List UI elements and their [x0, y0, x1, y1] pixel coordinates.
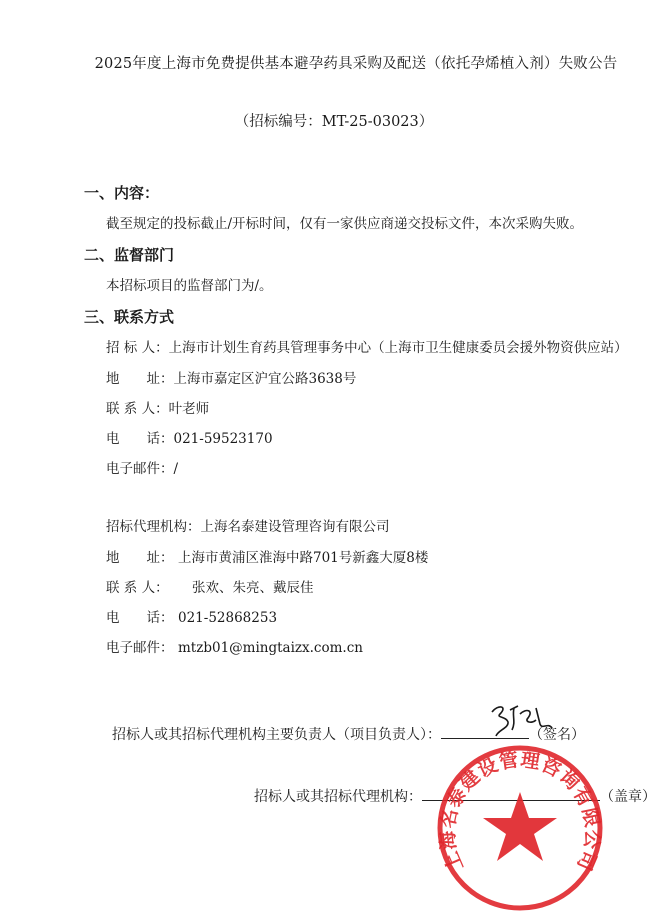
tenderer-address-label: 地 址： — [106, 371, 174, 387]
seal-star-icon — [483, 792, 557, 861]
agency-address-label: 地 址： — [106, 550, 174, 566]
tenderer-contact-row — [106, 397, 209, 417]
tenderer-phone: 021-59523170 — [173, 431, 273, 447]
notice-title: 2025年度上海市免费提供基本避孕药具采购及配送（依托孕烯植入剂）失败公告 — [94, 56, 618, 72]
agency-name-row — [106, 515, 390, 535]
supervision-text: 本招标项目的监督部门为/。 — [106, 278, 273, 294]
tenderer-name-row — [106, 336, 628, 356]
tenderer-address: 上海市嘉定区沪宜公路3638号 — [173, 371, 357, 387]
tenderer-phone-label: 电 话： — [106, 431, 174, 447]
tenderer-contact-label: 联 系 人： — [106, 401, 169, 417]
agency-email: mtzb01@mingtaizx.com.cn — [178, 640, 363, 656]
tenderer-name-label: 招 标 人： — [106, 340, 169, 356]
agency-name: 上海名泰建设管理咨询有限公司 — [200, 519, 390, 535]
agency-name-label: 招标代理机构： — [106, 519, 201, 535]
content-text: 截至规定的投标截止/开标时间，仅有一家供应商递交投标文件，本次采购失败。 — [106, 216, 584, 232]
agency-contact: 张欢、朱亮、戴辰佳 — [192, 580, 314, 596]
tenderer-email: / — [173, 461, 179, 477]
agency-phone: 021-52868253 — [178, 610, 278, 626]
section-heading-contact: 三、联系方式 — [84, 308, 175, 326]
agency-contact-row — [106, 576, 314, 596]
seal-text: 上海名泰建设管理咨询有限公司 — [436, 748, 604, 875]
seal-suffix: （盖章） — [600, 789, 656, 805]
handwritten-signature — [488, 700, 558, 740]
bid-number: （招标编号：MT-25-03023） — [234, 114, 434, 130]
agency-contact-label: 联 系 人： — [106, 580, 169, 596]
agency-phone-row — [106, 606, 277, 626]
agency-address: 上海市黄浦区淮海中路701号新鑫大厦8楼 — [178, 550, 429, 566]
company-seal — [430, 740, 610, 914]
seal-label: 招标人或其招标代理机构： — [254, 789, 422, 805]
agency-address-row — [106, 546, 428, 566]
tenderer-email-label: 电子邮件： — [106, 461, 174, 477]
tenderer-address-row — [106, 367, 356, 387]
section-heading-content: 一、内容： — [84, 184, 160, 202]
tenderer-name: 上海市计划生育药具管理事务中心（上海市卫生健康委员会援外物资供应站） — [168, 340, 628, 356]
tenderer-email-row — [106, 457, 178, 477]
signature-suffix: （签名） — [529, 727, 585, 743]
tenderer-phone-row — [106, 427, 273, 447]
section-heading-supervision: 二、监督部门 — [84, 246, 175, 264]
agency-email-row — [106, 636, 363, 656]
tenderer-contact: 叶老师 — [168, 401, 210, 417]
signature-label: 招标人或其招标代理机构主要负责人（项目负责人）： — [112, 727, 441, 743]
agency-phone-label: 电 话： — [106, 610, 174, 626]
agency-email-label: 电子邮件： — [106, 640, 174, 656]
